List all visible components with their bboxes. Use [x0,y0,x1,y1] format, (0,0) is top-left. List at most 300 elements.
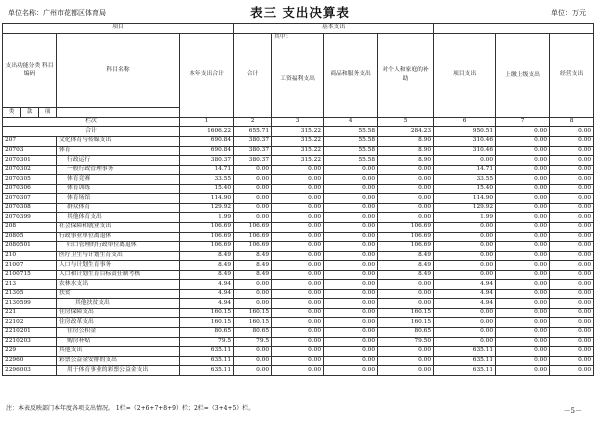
row-value: 0.00 [272,213,324,223]
col-number: 5 [378,117,434,127]
row-code: 2070302 [3,165,57,175]
row-value: 0.00 [496,137,550,147]
row-value: 8.90 [378,137,434,147]
row-value: 635.11 [180,356,234,366]
row-value: 315.22 [272,137,324,147]
unit-name: 单位名称：广州市花都区体育局 [8,9,106,17]
row-value: 0.00 [272,318,324,328]
row-value: 0.00 [496,175,550,185]
row-value: 129.92 [434,203,496,213]
page-number: －5－ [563,407,582,415]
row-value: 0.00 [272,232,324,242]
row-value: 106.69 [378,242,434,252]
salary-header: 工资福利支出 [272,42,324,117]
row-value: 0.00 [234,165,272,175]
row-value: 8.49 [378,251,434,261]
row-code: 2296003 [3,366,57,376]
upper-header: 上缴上级支出 [496,33,550,117]
row-value: 0.00 [496,213,550,223]
row-value: 635.11 [180,366,234,376]
col-number: 6 [434,117,496,127]
table-row [3,165,594,175]
row-value: 0.00 [434,261,496,271]
row-value: 0.00 [324,194,378,204]
row-value: 160.15 [378,318,434,328]
row-value: 0.00 [272,270,324,280]
row-value: 0.00 [234,184,272,194]
row-value: 0.00 [324,222,378,232]
row-name: 人口与计划生育事务 [57,261,180,271]
table-row [3,242,594,252]
table-row [3,280,594,290]
table-row [3,146,594,156]
row-value: 0.00 [324,337,378,347]
row-value: 380.37 [234,156,272,166]
row-value: 80.65 [180,327,234,337]
row-value: 0.00 [496,146,550,156]
kuan-header: 款 [21,108,39,118]
row-value: 8.90 [378,156,434,166]
row-code: 2070307 [3,194,57,204]
row-value: 0.00 [324,184,378,194]
row-code: 2130599 [3,299,57,309]
row-value: 0.00 [324,327,378,337]
row-value: 4.94 [180,299,234,309]
row-value: 0.00 [550,146,594,156]
row-value: 0.00 [272,242,324,252]
row-value: 0.00 [496,366,550,376]
row-value: 0.00 [324,356,378,366]
row-value: 0.00 [324,213,378,223]
col-number: 8 [550,117,594,127]
table-row [3,137,594,147]
row-value: 1.99 [434,213,496,223]
table-row [3,222,594,232]
total-value: 0.00 [496,127,550,137]
row-value: 0.00 [272,299,324,309]
row-name: 体育 [57,146,180,156]
table-row [3,184,594,194]
personal-header: 对个人和家庭的补助 [378,33,434,117]
row-value: 0.00 [496,318,550,328]
row-code: 2070305 [3,175,57,185]
row-value: 0.00 [378,366,434,376]
row-value: 0.00 [272,337,324,347]
row-code: 208 [3,222,57,232]
row-value: 315.22 [272,156,324,166]
row-value: 0.00 [550,194,594,204]
row-value: 4.94 [434,280,496,290]
row-value: 0.00 [378,280,434,290]
row-name: 其他体育支出 [57,213,180,223]
row-value: 0.00 [234,299,272,309]
col-number: 2 [234,117,272,127]
row-value: 0.00 [550,213,594,223]
row-value: 79.5 [180,337,234,347]
row-value: 0.00 [550,337,594,347]
row-value: 15.40 [180,184,234,194]
row-value: 0.00 [234,213,272,223]
row-name: 其他扶贫支出 [57,299,180,309]
row-value: 0.00 [324,242,378,252]
row-value: 79.50 [378,337,434,347]
row-value: 0.00 [378,347,434,357]
table-row [3,299,594,309]
row-value: 0.00 [496,356,550,366]
row-value: 0.00 [324,175,378,185]
row-value: 1.99 [180,213,234,223]
total-header: 本年支出合计 [180,33,234,117]
row-value: 79.5 [234,337,272,347]
col-number: 3 [272,117,324,127]
table-row [3,194,594,204]
row-value: 0.00 [272,280,324,290]
row-value: 0.00 [550,318,594,328]
row-value: 0.00 [550,280,594,290]
row-value: 80.65 [378,327,434,337]
row-value: 690.84 [180,146,234,156]
row-value: 0.00 [234,347,272,357]
row-value: 0.00 [496,165,550,175]
col-label: 栏次 [3,117,180,127]
table-row [3,251,594,261]
row-code: 2070301 [3,156,57,166]
row-value: 0.00 [324,232,378,242]
row-name: 购房补贴 [57,337,180,347]
row-code: 2100715 [3,270,57,280]
row-value: 4.94 [180,280,234,290]
row-value: 0.00 [324,318,378,328]
row-value: 0.00 [272,347,324,357]
row-value: 0.00 [434,270,496,280]
row-value: 0.00 [550,327,594,337]
xiang-header: 项 [39,108,57,118]
total-value: 0.00 [550,127,594,137]
row-code: 213 [3,280,57,290]
row-value: 0.00 [234,289,272,299]
row-name: 住房保障支出 [57,308,180,318]
lei-header: 类 [3,108,21,118]
row-value: 0.00 [550,308,594,318]
row-value: 0.00 [550,203,594,213]
row-value: 8.49 [234,261,272,271]
row-value: 0.00 [434,327,496,337]
row-value: 0.00 [496,194,550,204]
row-value: 114.90 [434,194,496,204]
row-value: 8.49 [234,270,272,280]
row-value: 160.15 [378,308,434,318]
row-value: 14.71 [434,165,496,175]
col-number: 1 [180,117,234,127]
row-value: 0.00 [324,165,378,175]
row-value: 0.00 [324,366,378,376]
row-value: 0.00 [550,261,594,271]
row-value: 0.00 [324,299,378,309]
row-value: 0.00 [272,327,324,337]
row-value: 0.00 [324,280,378,290]
row-value: 0.00 [496,347,550,357]
row-value: 0.00 [234,356,272,366]
row-value: 0.00 [434,222,496,232]
currency-unit: 单位：万元 [551,9,586,17]
row-value: 0.00 [550,156,594,166]
row-code: 2070306 [3,184,57,194]
row-code: 21305 [3,289,57,299]
row-value: 0.00 [496,156,550,166]
row-value: 0.00 [496,289,550,299]
table-row [3,327,594,337]
row-value: 8.90 [378,146,434,156]
row-code: 210 [3,251,57,261]
row-value: 690.84 [180,137,234,147]
row-name: 扶贫 [57,289,180,299]
row-value: 0.00 [496,184,550,194]
total-value: 55.58 [324,127,378,137]
row-value: 0.00 [234,194,272,204]
table-row [3,308,594,318]
row-code: 20703 [3,146,57,156]
total-value: 284.23 [378,127,434,137]
row-value: 0.00 [378,213,434,223]
row-value: 0.00 [550,184,594,194]
table-row [3,356,594,366]
row-name: 农林水支出 [57,280,180,290]
total-value: 950.51 [434,127,496,137]
row-value: 0.00 [550,242,594,252]
row-name: 体育竞赛 [57,175,180,185]
row-name: 行政运行 [57,156,180,166]
table-row [3,366,594,376]
row-value: 0.00 [272,203,324,213]
func-code-header: 支出功能分类 科目编码 [3,33,57,108]
row-code: 2080501 [3,242,57,252]
row-value: 106.69 [234,242,272,252]
row-value: 8.49 [180,261,234,271]
row-value: 0.00 [272,308,324,318]
row-value: 0.00 [272,356,324,366]
row-value: 129.92 [180,203,234,213]
col-number: 4 [324,117,378,127]
row-value: 635.11 [434,347,496,357]
report-header [0,3,600,21]
item-header: 项目 [3,24,234,34]
footnote: 注：本表反映部门本年度各项支出情况。 1栏=（2+6+7+8+9）栏；2栏=（3+4+5）栏。 [6,405,255,412]
row-value: 310.46 [434,137,496,147]
row-value: 0.00 [272,366,324,376]
table-row [3,337,594,347]
row-value: 0.00 [324,203,378,213]
row-value: 635.11 [434,366,496,376]
table-row [3,347,594,357]
row-value: 4.94 [180,289,234,299]
row-value: 0.00 [272,261,324,271]
row-value: 0.00 [434,318,496,328]
page-title: 表三 支出决算表 [250,5,350,20]
row-value: 0.00 [550,270,594,280]
row-value: 55.58 [324,156,378,166]
row-value: 4.94 [434,299,496,309]
row-name: 行政事业单位离退休 [57,232,180,242]
row-value: 380.37 [180,156,234,166]
project-header: 项目支出 [434,33,496,117]
subject-name-header: 科目名称 [57,33,180,108]
row-value: 33.55 [180,175,234,185]
row-value: 0.00 [272,222,324,232]
row-value: 0.00 [550,299,594,309]
row-value: 0.00 [496,251,550,261]
table-row [3,213,594,223]
row-value: 380.37 [234,146,272,156]
row-value: 160.15 [180,308,234,318]
row-value: 4.94 [434,289,496,299]
row-value: 0.00 [496,203,550,213]
row-value: 106.69 [180,242,234,252]
row-value: 0.00 [378,356,434,366]
row-name: 彩票公益金安排的支出 [57,356,180,366]
row-value: 0.00 [550,137,594,147]
row-value: 310.46 [434,146,496,156]
row-code: 2070308 [3,203,57,213]
row-value: 0.00 [496,270,550,280]
row-value: 0.00 [550,356,594,366]
table-row [3,289,594,299]
row-value: 0.00 [496,222,550,232]
row-value: 0.00 [496,299,550,309]
row-value: 0.00 [378,194,434,204]
row-value: 0.00 [434,251,496,261]
row-value: 14.71 [180,165,234,175]
row-name: 文化体育与传媒支出 [57,137,180,147]
basic-header: 基本支出 [234,24,434,34]
row-name: 群众体育 [57,203,180,213]
row-value: 160.15 [180,318,234,328]
row-code: 221 [3,308,57,318]
row-value: 635.11 [180,347,234,357]
row-name: 体育场馆 [57,194,180,204]
row-name: 一般行政管理事务 [57,165,180,175]
row-value: 0.00 [324,289,378,299]
row-value: 0.00 [550,232,594,242]
row-code: 21007 [3,261,57,271]
row-value: 33.55 [434,175,496,185]
sum-header: 合计 [234,33,272,117]
row-name: 住房公积金 [57,327,180,337]
total-row-label: 合计 [3,127,180,137]
row-value: 0.00 [550,165,594,175]
row-name: 人口和计划生育目标责任制考核 [57,270,180,280]
row-value: 0.00 [234,175,272,185]
row-value: 0.00 [496,242,550,252]
row-name: 体育训练 [57,184,180,194]
row-code: 22102 [3,318,57,328]
row-value: 80.65 [234,327,272,337]
row-value: 0.00 [234,366,272,376]
row-value: 106.69 [378,222,434,232]
row-value: 8.49 [378,270,434,280]
row-value: 0.00 [324,270,378,280]
row-value: 0.00 [378,203,434,213]
row-value: 114.90 [180,194,234,204]
table-row [3,270,594,280]
row-value: 0.00 [324,251,378,261]
table-row [3,203,594,213]
row-name: 其他支出 [57,347,180,357]
row-value: 0.00 [550,251,594,261]
row-value: 635.11 [434,356,496,366]
row-value: 0.00 [496,232,550,242]
row-value: 106.69 [180,232,234,242]
total-value: 1606.22 [180,127,234,137]
row-value: 0.00 [434,308,496,318]
row-value: 0.00 [272,175,324,185]
row-value: 315.22 [272,146,324,156]
row-value: 0.00 [324,308,378,318]
row-value: 0.00 [496,280,550,290]
row-code: 22960 [3,356,57,366]
row-value: 0.00 [550,222,594,232]
row-code: 229 [3,347,57,357]
row-value: 0.00 [434,337,496,347]
row-code: 20805 [3,232,57,242]
row-value: 8.49 [180,251,234,261]
row-value: 0.00 [496,327,550,337]
row-value: 0.00 [324,347,378,357]
row-code: 2210201 [3,327,57,337]
row-value: 0.00 [378,175,434,185]
row-value: 0.00 [434,156,496,166]
row-value: 0.00 [550,366,594,376]
row-value: 8.49 [234,251,272,261]
row-code: 2070399 [3,213,57,223]
row-value: 0.00 [496,308,550,318]
row-value: 0.00 [272,184,324,194]
row-value: 0.00 [378,289,434,299]
table-row [3,232,594,242]
row-value: 0.00 [550,175,594,185]
table-row [3,261,594,271]
row-value: 55.58 [324,137,378,147]
row-code: 2210203 [3,337,57,347]
row-value: 0.00 [378,184,434,194]
row-value: 160.15 [234,318,272,328]
row-value: 0.00 [434,232,496,242]
total-value: 655.71 [234,127,272,137]
row-name: 社会保障和就业支出 [57,222,180,232]
col-number: 7 [496,117,550,127]
table-row [3,318,594,328]
row-value: 0.00 [234,203,272,213]
row-name: 归口管理的行政单位离退休 [57,242,180,252]
row-name: 医疗卫生与计划生育支出 [57,251,180,261]
row-value: 0.00 [272,289,324,299]
row-value: 55.58 [324,146,378,156]
row-value: 0.00 [324,261,378,271]
row-value: 0.00 [550,289,594,299]
row-value: 106.69 [378,232,434,242]
row-value: 8.49 [378,261,434,271]
expenditure-table [2,23,594,376]
row-name: 住房改革支出 [57,318,180,328]
total-value: 315.22 [272,127,324,137]
row-value: 0.00 [496,261,550,271]
row-value: 8.49 [180,270,234,280]
row-value: 0.00 [272,194,324,204]
row-value: 106.69 [234,222,272,232]
row-value: 380.37 [234,137,272,147]
table-row [3,175,594,185]
row-value: 0.00 [272,165,324,175]
row-value: 0.00 [550,347,594,357]
